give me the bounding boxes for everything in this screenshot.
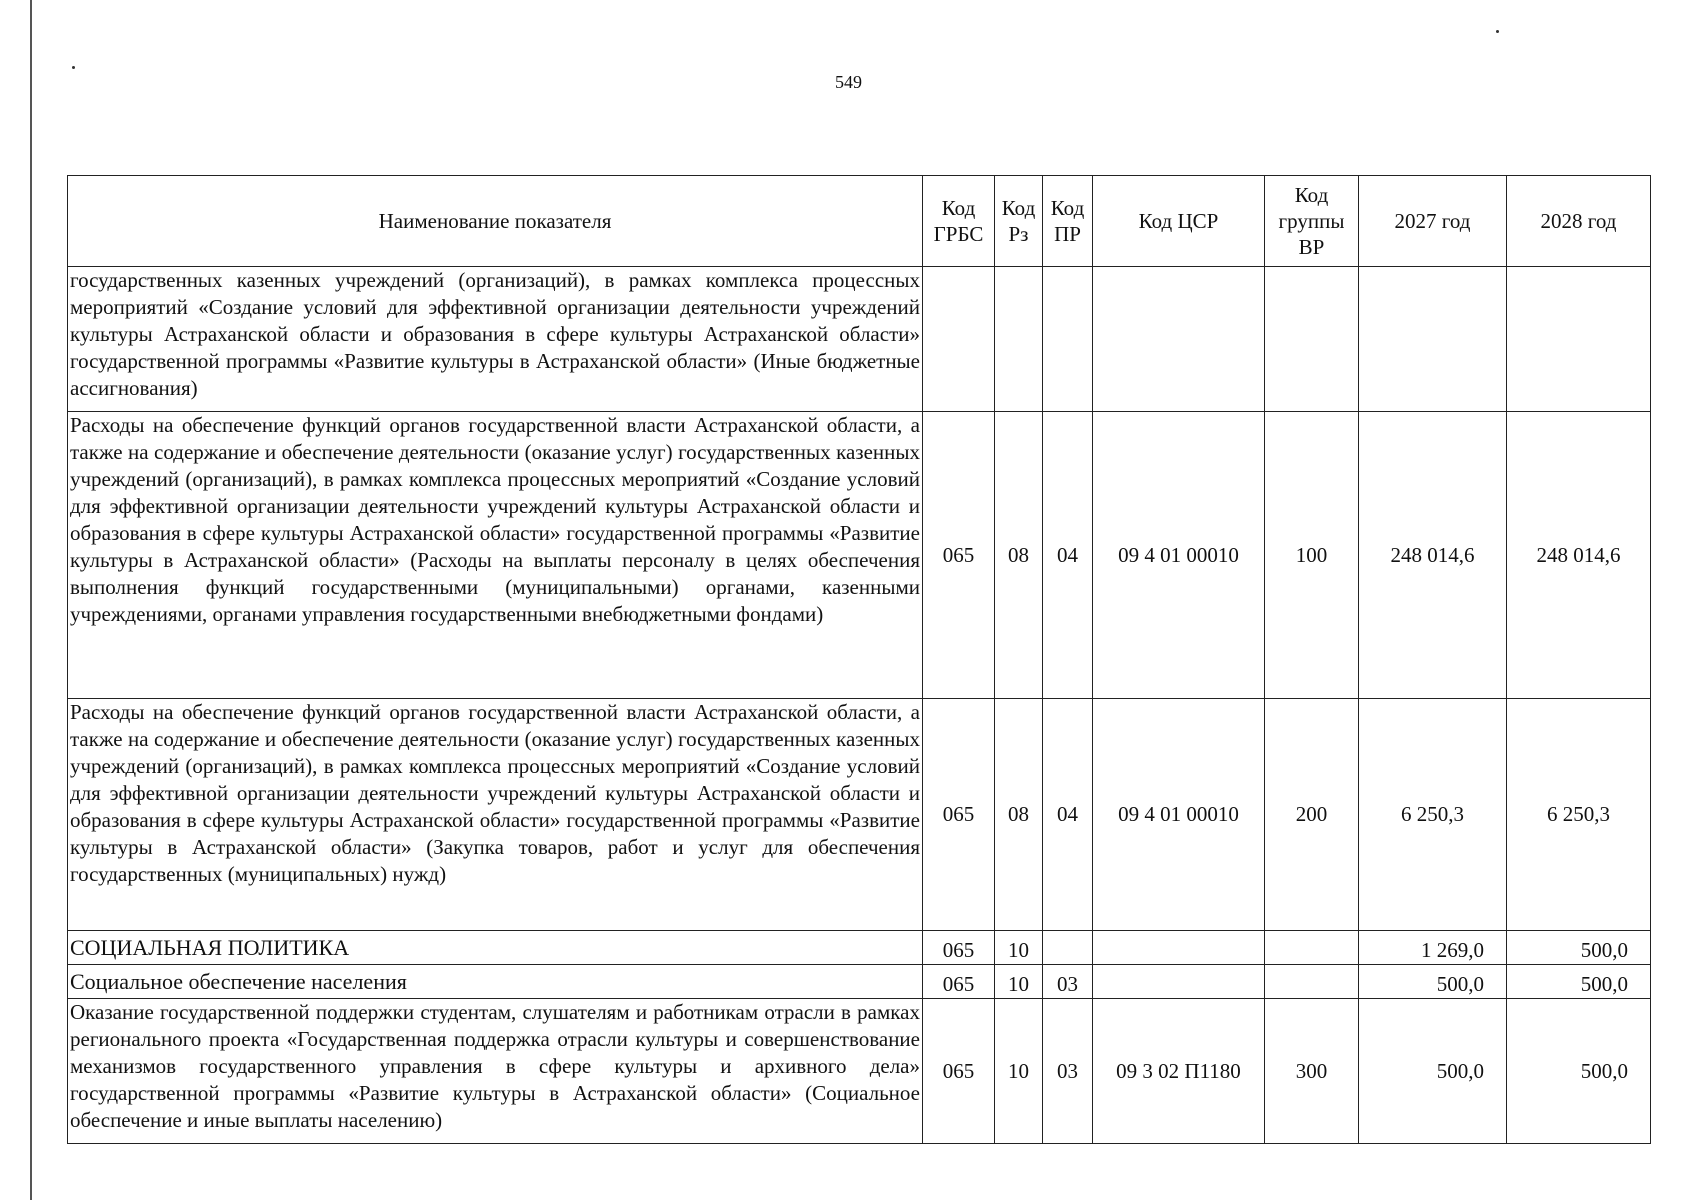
row-grbs bbox=[923, 267, 995, 412]
header-2028: 2028 год bbox=[1507, 176, 1651, 267]
row-pr: 04 bbox=[1043, 699, 1093, 931]
row-grbs: 065 bbox=[923, 999, 995, 1144]
row-grbs: 065 bbox=[923, 931, 995, 965]
table-header-row bbox=[68, 176, 1651, 267]
row-pr: 04 bbox=[1043, 412, 1093, 699]
row-rz: 08 bbox=[995, 412, 1043, 699]
header-vr: Код группы ВР bbox=[1265, 176, 1359, 267]
row-2028: 500,0 bbox=[1507, 931, 1651, 965]
row-vr bbox=[1265, 931, 1359, 965]
row-pr: 03 bbox=[1043, 965, 1093, 999]
row-rz: 08 bbox=[995, 699, 1043, 931]
row-rz: 10 bbox=[995, 999, 1043, 1144]
row-rz bbox=[995, 267, 1043, 412]
table-row bbox=[68, 965, 1651, 999]
row-2027: 6 250,3 bbox=[1359, 699, 1507, 931]
row-grbs: 065 bbox=[923, 965, 995, 999]
row-rz: 10 bbox=[995, 931, 1043, 965]
row-2027: 1 269,0 bbox=[1359, 931, 1507, 965]
row-2027 bbox=[1359, 267, 1507, 412]
header-grbs: Код ГРБС bbox=[923, 176, 995, 267]
row-csr: 09 4 01 00010 bbox=[1093, 412, 1265, 699]
header-name: Наименование показателя bbox=[68, 176, 923, 267]
row-2028: 248 014,6 bbox=[1507, 412, 1651, 699]
header-2027: 2027 год bbox=[1359, 176, 1507, 267]
row-pr: 03 bbox=[1043, 999, 1093, 1144]
scan-speck bbox=[1496, 30, 1499, 33]
table-row bbox=[68, 267, 1651, 412]
row-vr: 200 bbox=[1265, 699, 1359, 931]
budget-table bbox=[67, 175, 1651, 1144]
row-rz: 10 bbox=[995, 965, 1043, 999]
row-csr bbox=[1093, 965, 1265, 999]
header-csr: Код ЦСР bbox=[1093, 176, 1265, 267]
row-pr bbox=[1043, 267, 1093, 412]
row-name: Расходы на обеспечение функций органов государственной власти Астраханской области, а также на содержание и обеспечение деятельности (оказание услуг) государственных казенных учреждений (организаций), в рамках комплекса процессных мероприятий «Создание условий для эффективной организации деятельности учреждений культуры Астраханской области и образования в сфере культуры Астраханской области» государственной программы «Развитие культуры в Астраханской области» (Закупка товаров, работ и услуг для обеспечения государственных (муниципальных) нужд) bbox=[68, 699, 923, 931]
row-vr: 100 bbox=[1265, 412, 1359, 699]
row-name: государственных казенных учреждений (организаций), в рамках комплекса процессных мероприятий «Создание условий для эффективной организации деятельности учреждений культуры Астраханской области и образования в сфере культуры Астраханской области» государственной программы «Развитие культуры в Астраханской области» (Иные бюджетные ассигнования) bbox=[68, 267, 923, 412]
row-csr bbox=[1093, 267, 1265, 412]
row-2028 bbox=[1507, 267, 1651, 412]
table-row bbox=[68, 412, 1651, 699]
page-number: 549 bbox=[835, 72, 862, 92]
row-vr bbox=[1265, 267, 1359, 412]
row-vr: 300 bbox=[1265, 999, 1359, 1144]
table-row bbox=[68, 931, 1651, 965]
row-csr bbox=[1093, 931, 1265, 965]
binding-margin-line bbox=[30, 0, 32, 1200]
row-name: СОЦИАЛЬНАЯ ПОЛИТИКА bbox=[68, 931, 923, 965]
row-grbs: 065 bbox=[923, 412, 995, 699]
row-2028: 500,0 bbox=[1507, 999, 1651, 1144]
row-csr: 09 4 01 00010 bbox=[1093, 699, 1265, 931]
header-rz: Код Рз bbox=[995, 176, 1043, 267]
row-name: Социальное обеспечение населения bbox=[68, 965, 923, 999]
table-row bbox=[68, 999, 1651, 1144]
row-pr bbox=[1043, 931, 1093, 965]
row-2028: 6 250,3 bbox=[1507, 699, 1651, 931]
table-row bbox=[68, 699, 1651, 931]
row-2027: 500,0 bbox=[1359, 965, 1507, 999]
row-name: Оказание государственной поддержки студентам, слушателям и работникам отрасли в рамках регионального проекта «Государственная поддержка отрасли культуры и совершенствование механизмов государственного управления в сфере культуры и архивного дела» государственной программы «Развитие культуры в Астраханской области» (Социальное обеспечение и иные выплаты населению) bbox=[68, 999, 923, 1144]
row-csr: 09 3 02 П1180 bbox=[1093, 999, 1265, 1144]
header-pr: Код ПР bbox=[1043, 176, 1093, 267]
row-2027: 248 014,6 bbox=[1359, 412, 1507, 699]
row-2027: 500,0 bbox=[1359, 999, 1507, 1144]
row-2028: 500,0 bbox=[1507, 965, 1651, 999]
row-name: Расходы на обеспечение функций органов государственной власти Астраханской области, а также на содержание и обеспечение деятельности (оказание услуг) государственных казенных учреждений (организаций), в рамках комплекса процессных мероприятий «Создание условий для эффективной организации деятельности учреждений культуры Астраханской области и образования в сфере культуры Астраханской области» государственной программы «Развитие культуры в Астраханской области» (Расходы на выплаты персоналу в целях обеспечения выполнения функций государственными (муниципальными) органами, казенными учреждениями, органами управления государственными внебюджетными фондами) bbox=[68, 412, 923, 699]
scan-speck bbox=[72, 66, 75, 69]
row-grbs: 065 bbox=[923, 699, 995, 931]
row-vr bbox=[1265, 965, 1359, 999]
